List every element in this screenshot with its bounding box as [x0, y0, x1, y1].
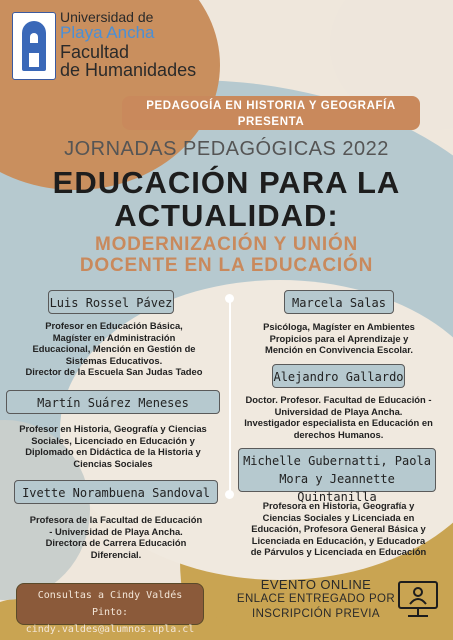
- faculty-line1: Facultad: [60, 42, 130, 62]
- university-logo-icon: [12, 12, 56, 80]
- speaker-desc-group: Profesora en Historia, Geografía y Ciencias Sociales y Licenciada en Educación, Profesora General Básica y Licenciada en Educación, y Educadora de Párvulos y Licenciada en Educación: [250, 500, 427, 558]
- speaker-desc-marcela: Psicóloga, Magíster en Ambientes Propicios para el Aprendizaje y Mención en Convivencia Escolar.: [263, 321, 415, 356]
- presenta-text: PRESENTA: [237, 116, 305, 128]
- speaker-desc-luis: Profesor en Educación Básica, Magíster en Administración Educacional, Mención en Gestión de Sistemas Educativos. Director de la Escuela San Judas Tadeo: [25, 320, 203, 378]
- online-event-info: [232, 577, 400, 622]
- timeline-dot-top: [225, 294, 234, 303]
- contact-label: Consultas a Cindy Valdés Pinto:: [37, 590, 183, 618]
- event-title-line1: EDUCACIÓN PARA LA: [52, 165, 401, 200]
- event-title-line2: ACTUALIDAD:: [114, 198, 339, 233]
- event-subtitle-line2: DOCENTE EN LA EDUCACIÓN: [79, 255, 374, 276]
- contact-email[interactable]: cindy.valdes@alumnos.upla.cl: [25, 624, 195, 635]
- computer-user-icon: [396, 578, 440, 622]
- speaker-name-alejandro: Alejandro Gallardo: [272, 364, 405, 388]
- contact-box: [16, 583, 204, 635]
- online-event-line2: ENLACE ENTREGADO POR: [236, 593, 396, 605]
- event-subtitle-line1: MODERNIZACIÓN Y UNIÓN: [94, 234, 359, 255]
- program-name: PEDAGOGÍA EN HISTORIA Y GEOGRAFÍA: [146, 100, 396, 112]
- speaker-name-marcela: Marcela Salas: [284, 290, 394, 314]
- program-banner: [122, 96, 420, 130]
- speaker-desc-ivette: Profesora de la Facultad de Educación - Universidad de Playa Ancha. Directora de Carrera Educación Diferencial.: [29, 514, 203, 560]
- speaker-name-group: Michelle Gubernatti, Paola Mora y Jeannette Quintanilla: [238, 448, 436, 492]
- university-line1: Universidad de: [60, 9, 154, 25]
- speaker-name-martin: Martín Suárez Meneses: [6, 390, 220, 414]
- faculty-line2: de Humanidades: [60, 60, 197, 80]
- online-event-line3: INSCRIPCIÓN PREVIA: [252, 608, 380, 620]
- university-name: [60, 10, 196, 79]
- speaker-name-luis: Luis Rossel Pávez: [48, 290, 174, 314]
- timeline-dot-bottom: [225, 490, 234, 499]
- speaker-desc-alejandro: Doctor. Profesor. Facultad de Educación - Universidad de Playa Ancha. Investigador especialista en Educación en derechos Humanos.: [244, 394, 433, 440]
- timeline-divider: [229, 298, 231, 494]
- speaker-desc-martin: Profesor en Historia, Geografía y Ciencias Sociales, Licenciado en Educación y Diplomado en Didáctica de la Historia y Ciencias Sociales: [19, 423, 207, 469]
- event-series: JORNADAS PEDAGÓGICAS 2022: [64, 138, 389, 160]
- university-line2: Playa Ancha: [60, 23, 155, 42]
- speaker-name-ivette: Ivette Norambuena Sandoval: [14, 480, 218, 504]
- online-event-title: EVENTO ONLINE: [260, 577, 372, 592]
